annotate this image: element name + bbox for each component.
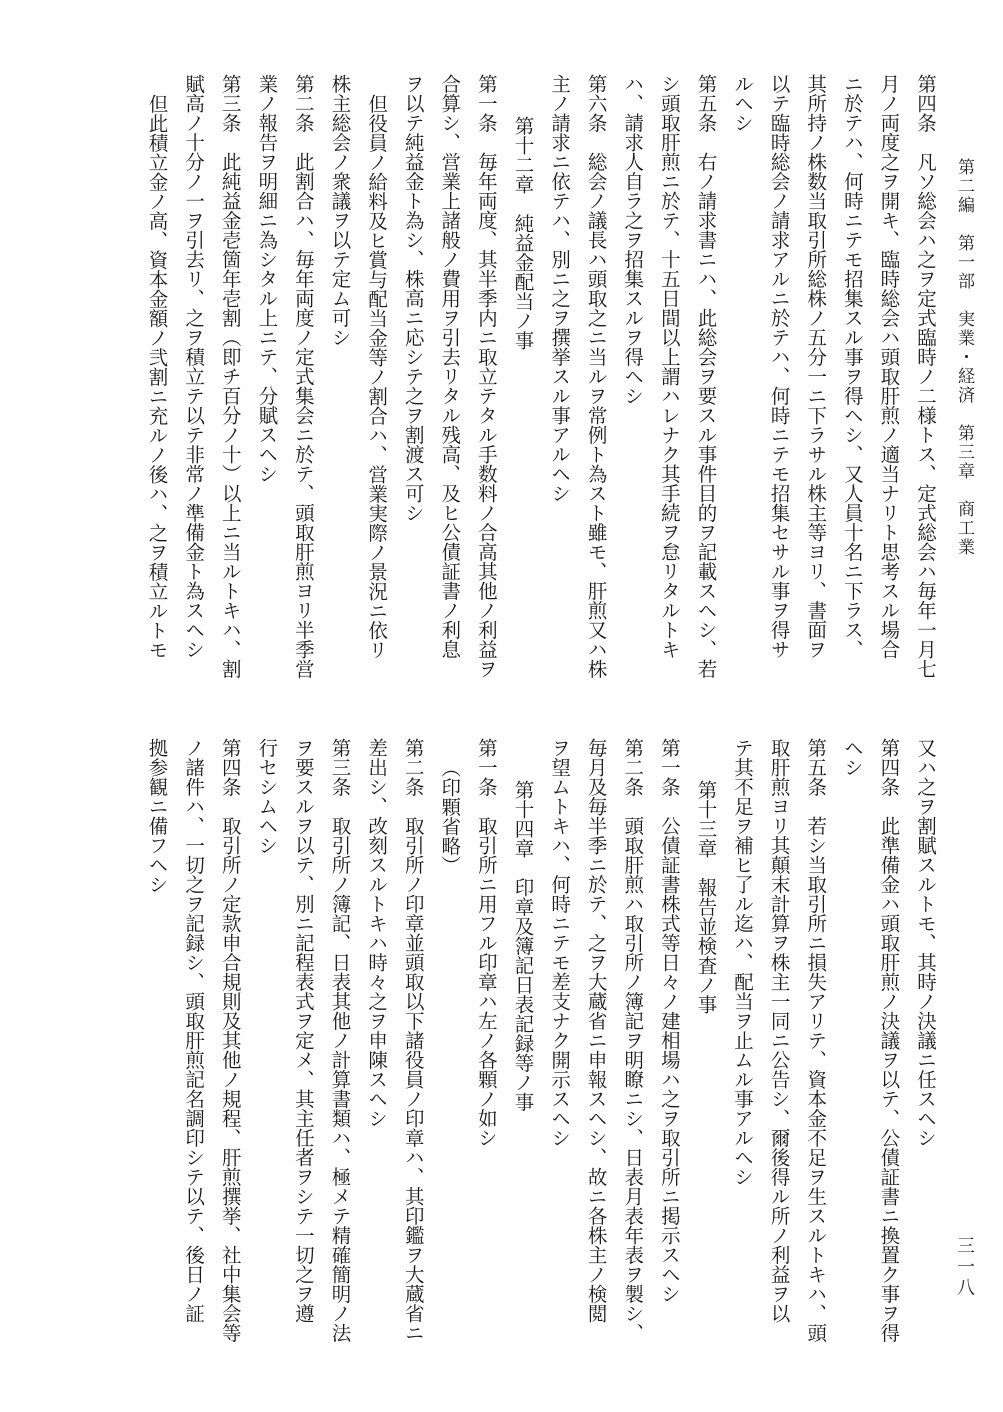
text-line: 株主総会ノ衆議ヲ以テ定ム可シ: [328, 74, 352, 347]
text-line: 又ハ之ヲ割賦スルトモ、其時ノ決議ニ任スヘシ: [914, 738, 937, 1148]
text-line: 月ノ両度之ヲ開キ、臨時総会ハ頭取肝煎ノ適当ナリト思考スル場合: [877, 74, 901, 659]
text-line: 賦高ノ十分ノ一ヲ引去リ、之ヲ積立テ以テ非常ノ準備金ト為スヘシ: [182, 74, 206, 659]
article-line: 第五条 右ノ請求書ニハ、此総会ヲ要スル事件目的ヲ記載スヘシ、若: [694, 74, 718, 679]
article-line: 第四条 凡ソ総会ハ之ヲ定式臨時ノ二様トス、定式総会ハ毎年一月七: [914, 74, 937, 679]
article-line: 第一条 公債証書株式等日々ノ建相場ハ之ヲ取引所ニ掲示スヘシ: [657, 738, 681, 1304]
upper-text-block: [43, 74, 943, 696]
chapter-heading: 第十三章 報告並検査ノ事: [694, 780, 718, 1014]
text-line: 以テ臨時総会ノ請求アルニ於テハ、何時ニテモ招集セサル事ヲ得サ: [767, 74, 791, 659]
running-head: 第二編 第一部 実業・経済 第三章 商工業: [954, 158, 974, 557]
chapter-heading: 第十二章 純益金配当ノ事: [511, 116, 535, 350]
text-line: ニ於テハ、何時ニテモ招集スル事ヲ得ヘシ、又人員十名ニ下ラス、: [840, 74, 864, 659]
text-line: 取肝煎ヨリ其顛末計算ヲ株主一同ニ公告シ、爾後得ル所ノ利益ヲ以: [767, 738, 791, 1323]
text-line: 業ノ報告ヲ明細ニ為シタル上ニテ、分賦スヘシ: [255, 74, 279, 484]
article-line: 第三条 取引所ノ簿記、日表其他ノ計算書類ハ、極メテ精確簡明ノ法: [328, 738, 352, 1343]
text-line: ヘシ: [840, 738, 864, 777]
page-number: 三一八: [954, 1236, 975, 1299]
article-line: 第二条 取引所ノ印章並頭取以下諸役員ノ印章ハ、其印鑑ヲ大蔵省ニ: [401, 738, 425, 1343]
text-line: ヲ望ムトキハ、何時ニテモ差支ナク開示スヘシ: [548, 738, 572, 1148]
article-line: 第四条 此準備金ハ頭取肝煎ノ決議ヲ以テ、公債証書ニ換置ク事ヲ得: [877, 738, 901, 1343]
proviso-line: 但此積立金ノ高、資本金額ノ弐割ニ充ルノ後ハ、之ヲ積立ルトモ: [145, 94, 169, 660]
text-line: 毎月及毎半季ニ於テ、之ヲ大蔵省ニ申報スヘシ、故ニ各株主ノ検閲: [584, 738, 608, 1323]
proviso-line: （印顆省略）: [438, 758, 462, 875]
text-line: ヲ要スルヲ以テ、別ニ記程表式ヲ定メ、其主任者ヲシテ一切之ヲ遵: [291, 738, 315, 1323]
text-line: ヲ以テ純益金ト為シ、株高ニ応シテ之ヲ割渡ス可シ: [401, 74, 425, 523]
proviso-line: 但役員ノ給料及ヒ賞与配当金等ノ割合ハ、営業実際ノ景況ニ依リ: [365, 94, 389, 660]
article-line: 第一条 毎年両度、其半季内ニ取立テタル手数料ノ合高其他ノ利益ヲ: [474, 74, 498, 679]
article-line: 第三条 此純益金壱箇年壱割（即チ百分ノ十）以上ニ当ルトキハ、割: [218, 74, 242, 679]
article-line: 第一条 取引所ニ用フル印章ハ左ノ各顆ノ如シ: [474, 738, 498, 1148]
text-line: 拠参観ニ備フヘシ: [145, 738, 169, 894]
text-line: ハ、請求人自ラ之ヲ招集スルヲ得ヘシ: [621, 74, 645, 406]
text-line: 其所持ノ株数当取引所総株ノ五分一ニ下ラサル株主等ヨリ、書面ヲ: [804, 74, 828, 659]
text-line: 行セシムヘシ: [255, 738, 279, 855]
text-line: ルヘシ: [731, 74, 755, 133]
text-line: テ其不足ヲ補ヒ了ル迄ハ、配当ヲ止ムル事アルヘシ: [731, 738, 755, 1187]
chapter-heading: 第十四章 印章及簿記日表記録等ノ事: [511, 780, 535, 1112]
article-line: 第六条 総会ノ議長ハ頭取之ニ当ルヲ常例ト為スト雖モ、肝煎又ハ株: [584, 74, 608, 679]
article-line: 第二条 此割合ハ、毎年両度ノ定式集会ニ於テ、頭取肝煎ヨリ半季営: [291, 74, 315, 679]
article-line: 第五条 若シ当取引所ニ損失アリテ、資本金不足ヲ生スルトキハ、頭: [804, 738, 828, 1343]
article-line: 第二条 頭取肝煎ハ取引所ノ簿記ヲ明瞭ニシ、日表月表年表ヲ製シ、: [621, 738, 645, 1343]
text-line: シ頭取肝煎ニ於テ、十五日間以上謂ハレナク其手続ヲ怠リタルトキ: [657, 74, 681, 659]
text-line: ノ諸件ハ、一切之ヲ記録シ、頭取肝煎記名調印シテ以テ、後日ノ証: [182, 738, 206, 1323]
article-line: 第四条 取引所ノ定款申合規則及其他ノ規程、肝煎撰挙、社中集会等: [218, 738, 242, 1343]
lower-text-block: [43, 738, 943, 1360]
text-line: 差出シ、改刻スルトキハ時々之ヲ申陳スヘシ: [365, 738, 389, 1128]
text-line: 主ノ請求ニ依テハ、別ニ之ヲ撰挙スル事アルヘシ: [548, 74, 572, 503]
text-line: 合算シ、営業上諸般ノ費用ヲ引去リタル残高、及ヒ公債証書ノ利息: [438, 74, 462, 659]
